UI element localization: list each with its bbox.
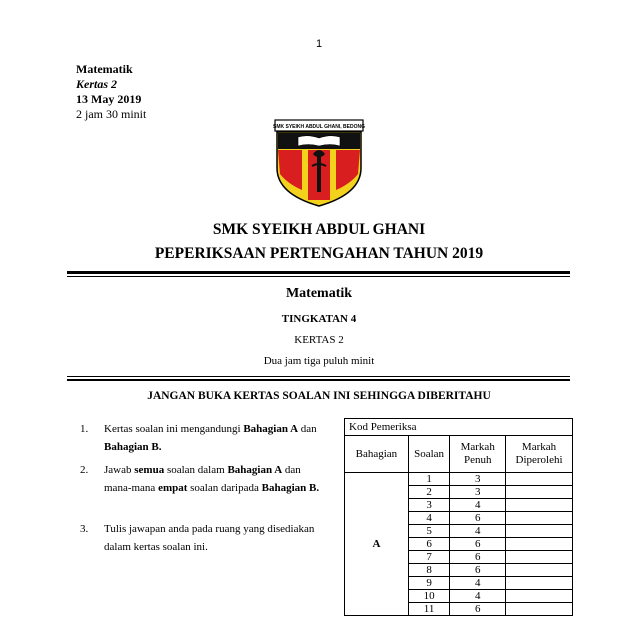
question-number: 8 (408, 564, 450, 577)
marks-obtained-cell[interactable] (506, 499, 573, 512)
instruction-bold: empat (158, 482, 188, 494)
instruction-text: soalan dalam (164, 464, 228, 476)
question-number: 1 (408, 473, 450, 486)
instruction-bold: semua (134, 464, 165, 476)
instruction-bold: Bahagian A (243, 423, 299, 435)
divider-thin-2 (67, 376, 570, 377)
full-marks: 6 (450, 564, 506, 577)
instruction-3 (80, 520, 320, 556)
marks-obtained-cell[interactable] (506, 564, 573, 577)
school-name: SMK SYEIKH ABDUL GHANI (212, 221, 426, 238)
marks-obtained-cell[interactable] (506, 473, 573, 486)
instruction-2 (80, 461, 320, 497)
table-title: Kod Pemeriksa (345, 419, 573, 436)
meta-paper: Kertas 2 (76, 77, 118, 91)
marks-obtained-cell[interactable] (506, 525, 573, 538)
question-number: 6 (408, 538, 450, 551)
table-row (345, 473, 573, 486)
question-number: 9 (408, 577, 450, 590)
full-marks: 4 (450, 590, 506, 603)
meta-subject: Matematik (76, 62, 133, 76)
instruction-number: 3. (80, 523, 89, 535)
full-marks: 3 (450, 473, 506, 486)
school-crest (272, 118, 366, 213)
crest-banner-text: SMK SYEIKH ABDUL GHANI, BEDONG (273, 124, 365, 130)
header-markah-diperolehi: Markah Diperolehi (506, 436, 573, 473)
full-marks: 4 (450, 525, 506, 538)
full-marks: 4 (450, 577, 506, 590)
instruction-text: Tulis jawapan anda pada ruang yang disediakan dalam kertas soalan ini. (104, 523, 315, 553)
marks-obtained-cell[interactable] (506, 512, 573, 525)
warning-notice: JANGAN BUKA KERTAS SOALAN INI SEHINGGA DIBERITAHU (147, 390, 491, 402)
crest-shield-icon (272, 118, 366, 208)
question-number: 5 (408, 525, 450, 538)
subject-title: Matematik (285, 286, 353, 301)
exam-title: PEPERIKSAAN PERTENGAHAN TAHUN 2019 (154, 245, 484, 262)
question-number: 2 (408, 486, 450, 499)
instruction-number: 1. (80, 423, 89, 435)
full-marks: 4 (450, 499, 506, 512)
marks-obtained-cell[interactable] (506, 603, 573, 616)
header-markah-penuh: Markah Penuh (450, 436, 506, 473)
full-marks: 6 (450, 512, 506, 525)
instruction-bold: Bahagian B. (261, 482, 320, 494)
instruction-text: dan mana-mana (104, 464, 301, 494)
divider-thin (67, 276, 570, 277)
instruction-bold: Bahagian B. (104, 441, 162, 453)
instruction-text: soalan daripada (187, 482, 262, 494)
instruction-text: dan (298, 423, 317, 435)
marks-obtained-cell[interactable] (506, 551, 573, 564)
header-bahagian: Bahagian (345, 436, 409, 473)
instruction-1 (80, 420, 320, 456)
question-number: 4 (408, 512, 450, 525)
meta-date: 13 May 2019 (76, 92, 142, 106)
marks-obtained-cell[interactable] (506, 590, 573, 603)
page-number: 1 (315, 38, 323, 50)
instruction-text: Kertas soalan ini mengandungi (104, 423, 244, 435)
instruction-number: 2. (80, 464, 89, 476)
question-number: 3 (408, 499, 450, 512)
exam-meta (76, 62, 146, 122)
duration-text: Dua jam tiga puluh minit (263, 355, 375, 367)
divider-thick-2 (67, 379, 570, 381)
form-level: TINGKATAN 4 (281, 313, 357, 325)
question-number: 10 (408, 590, 450, 603)
full-marks: 3 (450, 486, 506, 499)
paper-label: KERTAS 2 (294, 334, 344, 346)
divider-thick (67, 271, 570, 274)
instruction-bold: Bahagian A (227, 464, 283, 476)
question-number: 11 (408, 603, 450, 616)
meta-duration: 2 jam 30 minit (76, 107, 147, 121)
header-soalan: Soalan (408, 436, 450, 473)
marks-obtained-cell[interactable] (506, 577, 573, 590)
question-number: 7 (408, 551, 450, 564)
full-marks: 6 (450, 551, 506, 564)
full-marks: 6 (450, 538, 506, 551)
full-marks: 6 (450, 603, 506, 616)
instruction-text: Jawab (104, 464, 135, 476)
marks-obtained-cell[interactable] (506, 538, 573, 551)
section-label: A (345, 473, 409, 616)
examiner-code-table (344, 418, 573, 616)
marks-obtained-cell[interactable] (506, 486, 573, 499)
